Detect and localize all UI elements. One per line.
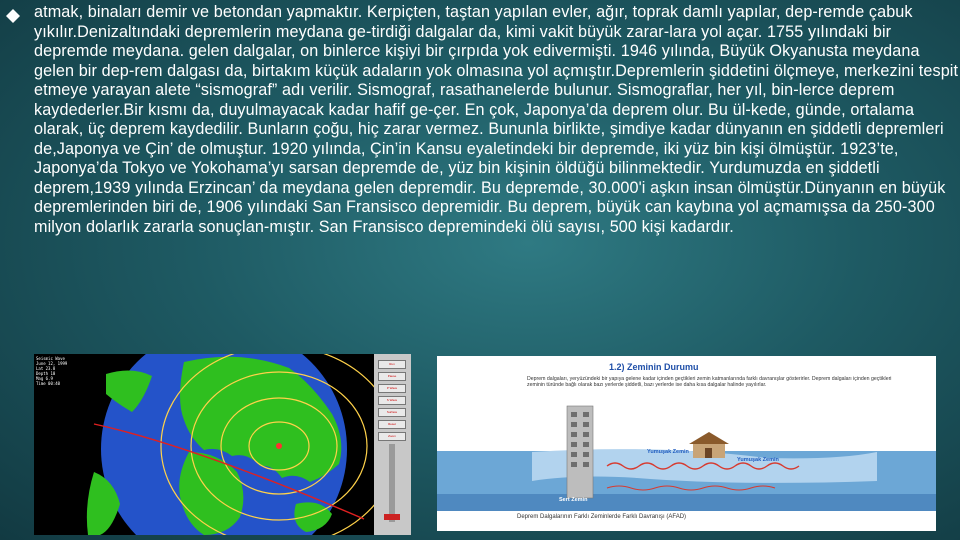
seismo-readout: Seismic Wave June 12, 1999 Lat 23.8 Depth 10 Mag 6.9 Time 00:40 xyxy=(36,356,68,386)
ctrl-reset-button: Reset xyxy=(378,420,406,429)
diagram-title: 1.2) Zeminin Durumu xyxy=(609,362,699,372)
body-paragraph: atmak, binaları demir ve betondan yapmaktır. Kerpiçten, taştan yapılan evler, ağır, toprak damlı yapılar, dep-remde çabuk yıkılır.Denizaltındaki depremlerin meydana ge-tirdiği dalgalar da, kimi vakit büyük zarar-lara yol açar. 1755 yılındaki bir depremde meydana. gelen dalgalar, on binlerce kişiyi bir çırpıda yok edivermişti. 1946 yılında, Büyük Okyanusta meydana gelen bir dep-rem dalgası da, birtakım küçük adaların yok olmasına yol açmıştır.Depremlerin şiddetini ölçmeye, merkezini tespit etmeye yarayan alete “sismograf” adı verilir. Sismograf, rasathanelerde bulunur. Sismograflar, her yıl, bin-lerce deprem kaydederler.Bir kısmı da, duyulmayacak kadar hafif ge-çer. En çok, Japonya’da deprem olur. Bu ül-kede, günde, ortalama olarak, üç deprem kaydedilir. Bunların çoğu, hiç zarar vermez. Bununla birlikte, şimdiye kadar dünyanın en şiddetli depremleri de,Japonya ve Çin’ de olmuştur. 1920 yılında, Çin’in Kansu eyaletindeki bir depremde, iki yüz bin kişi ölmüştür. 1923’te, Japonya’da Tokyo ve Yokohama’yı sarsan depremde de, yüz bin kişinin öldüğü bilinmektedir. Yurdumuzda en şiddetli deprem,1939 yılında Erzincan’ da meydana gelen depremdir. Bu depremde, 30.000'i aşkın insan ölmüştür.Dünyanın en büyük depremlerinden biri de, 1906 yılındaki San Fransisco depremidir. Bu deprem, büyük can kaybına yol açmamışsa da 250-300 milyon dolarlık zararla sonuçlan-mıştır. San Fransisco depremindeki ölü sayısı, 500 kişi kadardır. xyxy=(34,3,959,236)
diamond-bullet-icon xyxy=(6,9,20,23)
small-house xyxy=(689,432,729,458)
time-slider-track xyxy=(389,444,395,522)
hard-ground-label: Sert Zemin xyxy=(559,497,588,503)
ground-illustration xyxy=(437,356,936,531)
ctrl-s-wave-button: S Wave xyxy=(378,396,406,405)
diagram-caption: Deprem Dalgalarının Farklı Zeminlerde Farklı Davranışı (AFAD) xyxy=(517,514,687,520)
seismo-control-panel xyxy=(374,354,411,535)
time-slider-thumb xyxy=(384,514,400,520)
earth-globe-graphic xyxy=(34,354,374,535)
ctrl-zoom-button: Zoom xyxy=(378,432,406,441)
ctrl-pause-button: Pause xyxy=(378,372,406,381)
soft-ground-label-left: Yumuşak Zemin xyxy=(647,449,689,455)
hard-ground-layer xyxy=(437,494,936,511)
diagram-paragraph: Deprem dalgaları, yeryüzündeki bir yapıya gelene kadar içinden geçtikleri zemin katmanlarında farklı davranışlar gösterirler. Deprem dalgaları içinden geçtikleri zeminin türünde bağlı olarak bazı yerlerde şiddetli, bazı yerlerde ise daha kısa dalgalar halinde yayılırlar. xyxy=(527,376,892,389)
epicenter-dot xyxy=(276,443,282,449)
building-tower xyxy=(567,406,593,498)
ctrl-surface-button: Surface xyxy=(378,408,406,417)
soft-ground-label-right: Yumuşak Zemin xyxy=(737,457,779,463)
ctrl-p-wave-button: P Wave xyxy=(378,384,406,393)
ctrl-run-button: Run xyxy=(378,360,406,369)
seismograph-simulation-image xyxy=(34,354,411,535)
ground-conditions-diagram-image xyxy=(437,356,936,531)
